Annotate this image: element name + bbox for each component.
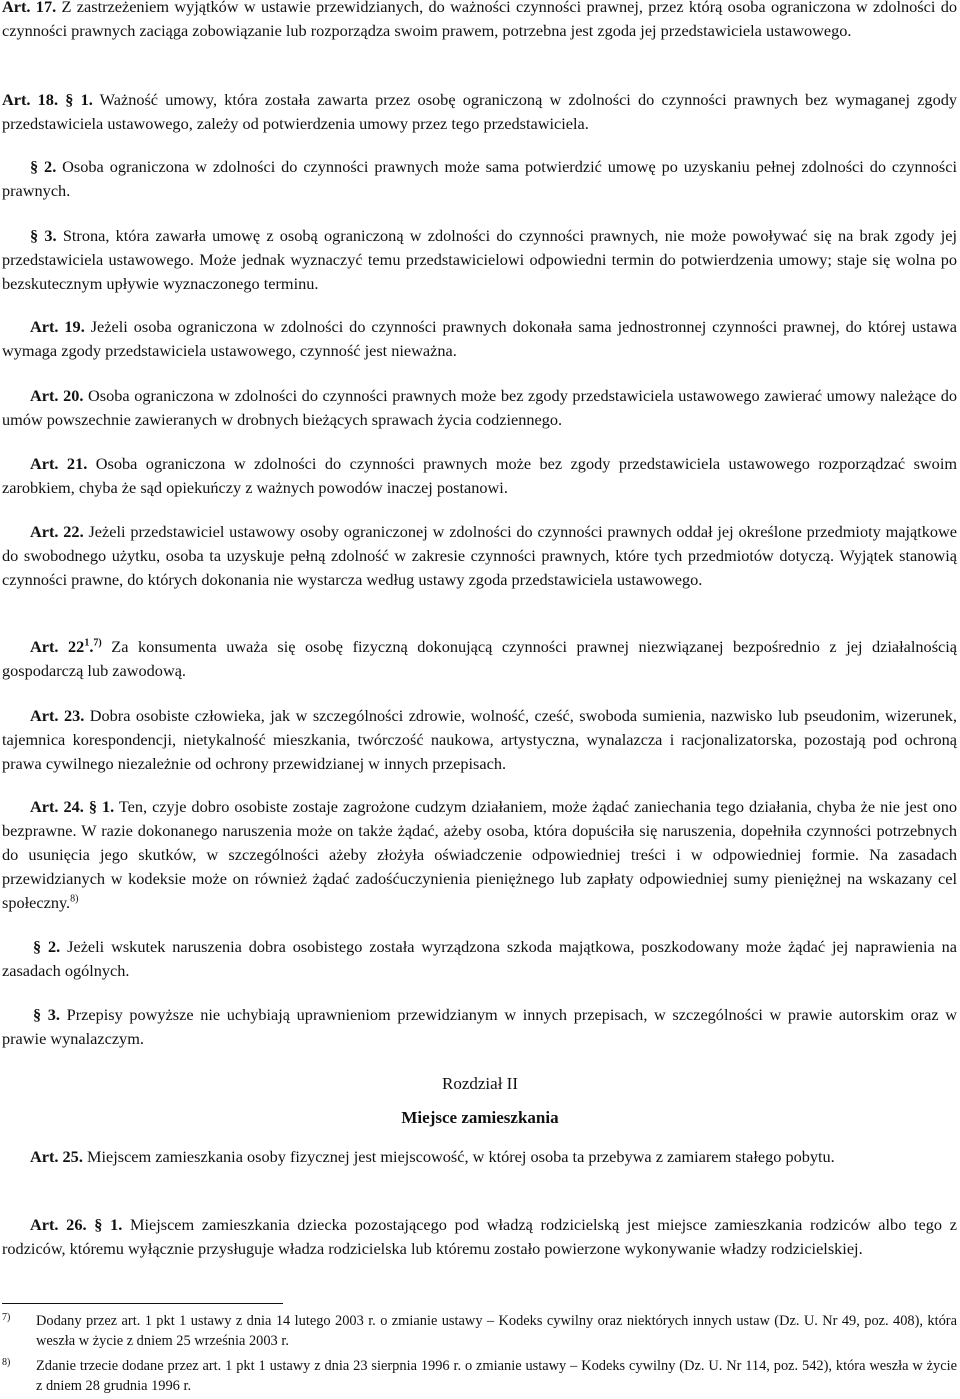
article-number: Art. 21. (30, 454, 88, 473)
paragraph-number: § 1. (65, 90, 93, 109)
art-23 (2, 704, 957, 776)
art-17 (2, 0, 957, 43)
article-number: Art. 18. (2, 90, 59, 109)
article-text: Osoba ograniczona w zdolności do czynności prawnych może sama potwierdzić umowę po uzyskaniu pełnej zdolności do czynności prawnych. (2, 157, 957, 200)
art-20 (2, 384, 957, 432)
article-superscript: 1 (84, 637, 90, 649)
article-text: Jeżeli osoba ograniczona w zdolności do czynności prawnych dokonała sama jednostronnej czynności prawnej, do której ustawa wymaga zgody przedstawiciela ustawowego, czynność jest nieważna. (2, 317, 958, 360)
footnote-mark: 8) (2, 1357, 11, 1368)
article-number: Art. 26. (30, 1215, 87, 1234)
art-24-par-1 (2, 795, 957, 915)
article-number: Art. 22. (30, 522, 84, 541)
paragraph-number: § 3. (30, 226, 57, 245)
footnote-text: Dodany przez art. 1 pkt 1 ustawy z dnia 14 lutego 2003 r. o zmianie ustawy – Kodeks cywilny oraz niektórych innych ustaw (Dz. U. Nr 49, poz. 408), która weszła w życie z dniem 25 września 2003 r. (36, 1313, 957, 1349)
article-text: Ważność umowy, która została zawarta przez osobę ograniczoną w zdolności do czynności prawnych bez wymaganej zgody przedstawiciela ustawowego, zależy od potwierdzenia umowy przez tego przedstawiciela. (2, 90, 957, 133)
article-text: Ten, czyje dobro osobiste zostaje zagrożone cudzym działaniem, może żądać zaniechania tego działania, chyba że nie jest ono bezprawne. W razie dokonanego naruszenia może on także żądać, ażeby osoba, która dopuściła się naruszenia, dopełniła czynności potrzebnych do usunięcia jego skutków, w szczególności ażeby złożyła oświadczenie odpowiedniej treści i w odpowiedniej formie. Na zasadach przewidzianych w kodeksie może on również żądać zadośćuczynienia pieniężnego lub zapłaty odpowiedniej sumy pieniężnej na wskazany cel społeczny. (2, 797, 957, 912)
footnote-mark: 7) (2, 1312, 11, 1323)
footnote-ref-8[interactable]: 8) (70, 893, 79, 905)
paragraph-number: § 2. (33, 937, 61, 956)
art-22-1 (2, 635, 957, 683)
article-text: Z zastrzeżeniem wyjątków w ustawie przewidzianych, do ważności czynności prawnej, przez którą osoba ograniczona w zdolności do czynności prawnych zaciąga zobowiązanie lub rozporządza swoim prawem, potrzebna jest zgoda jej przedstawiciela ustawowego. (2, 0, 957, 40)
art-26-par-1 (2, 1213, 957, 1261)
art-21 (2, 452, 957, 500)
art-25 (2, 1145, 957, 1169)
footnote-separator (2, 1303, 283, 1304)
art-19 (2, 315, 957, 363)
art-24-par-3 (2, 1003, 957, 1051)
article-number: Art. 20. (30, 386, 84, 405)
paragraph-number: § 2. (30, 157, 57, 176)
article-text: Jeżeli przedstawiciel ustawowy osoby ograniczonej w zdolności do czynności prawnych oddał jej określone przedmioty majątkowe do swobodnego użytku, osoba ta uzyskuje pełną zdolność w zakresie czynności prawnych, które tych przedmiotów dotyczą. Wyjątek stanowią czynności prawne, do których dokonania nie wystarcza według ustawy zgoda przedstawiciela ustawowego. (2, 522, 957, 589)
art-18-par-1 (2, 88, 957, 136)
article-text: Dobra osobiste człowieka, jak w szczególności zdrowie, wolność, cześć, swoboda sumienia, nazwisko lub pseudonim, wizerunek, tajemnica korespondencji, nietykalność mieszkania, twórczość naukowa, artystyczna, wynalazcza i racjonalizatorska, pozostają pod ochroną prawa cywilnego niezależnie od ochrony przewidzianej w innych przepisach. (2, 706, 957, 773)
article-number: Art. 24. (30, 797, 84, 816)
art-22 (2, 520, 957, 592)
article-number: Art. 23. (30, 706, 85, 725)
chapter-title: Miejsce zamieszkania (401, 1108, 559, 1127)
article-number: Art. 19. (30, 317, 85, 336)
article-text: Osoba ograniczona w zdolności do czynności prawnych może bez zgody przedstawiciela ustawowego zawierać umowy należące do umów powszechnie zawieranych w drobnych bieżących sprawach życia codziennego. (2, 386, 957, 429)
footnote-8 (2, 1356, 957, 1396)
article-text: Miejscem zamieszkania dziecka pozostającego pod władzą rodzicielską jest miejsce zamieszkania rodziców albo tego z rodziców, któremu wyłącznie przysługuje władza rodzicielska lub któremu zostało powierzone wykonywanie władzy rodzicielskiej. (2, 1215, 957, 1258)
footnote-ref-7[interactable]: 7) (93, 637, 102, 649)
footnote-text: Zdanie trzecie dodane przez art. 1 pkt 1 ustawy z dnia 23 sierpnia 1996 r. o zmianie ustawy – Kodeks cywilny (Dz. U. Nr 114, poz. 542), która weszła w życie z dniem 28 grudnia 1996 r. (36, 1358, 957, 1394)
footnote-7 (2, 1311, 957, 1351)
article-number: Art. 25. (30, 1147, 83, 1166)
article-text: Za konsumenta uważa się osobę fizyczną dokonującą czynności prawnej niezwiązanej bezpośrednio z jej działalnością gospodarczą lub zawodową. (2, 637, 958, 680)
paragraph-number: § 1. (94, 1215, 123, 1234)
article-number: Art. 17. (2, 0, 57, 16)
chapter-label: Rozdział II (442, 1074, 518, 1093)
article-text: Strona, która zawarła umowę z osobą ograniczoną w zdolności do czynności prawnych, nie może powoływać się na brak zgody jej przedstawiciela ustawowego. Może jednak wyznaczyć temu przedstawicielowi odpowiedni termin do potwierdzenia umowy; staje się wolna po bezskutecznym upływie wyznaczonego terminu. (2, 226, 957, 293)
art-18-par-2 (2, 155, 957, 203)
article-text: Miejscem zamieszkania osoby fizycznej jest miejscowość, w której osoba ta przebywa z zamiarem stałego pobytu. (82, 1147, 835, 1166)
paragraph-number: § 1. (88, 797, 115, 816)
art-18-par-3 (2, 224, 957, 296)
article-text: Osoba ograniczona w zdolności do czynności prawnych może bez zgody przedstawiciela ustawowego rozporządzać swoim zarobkiem, chyba że sąd opiekuńczy z ważnych powodów inaczej postanowi. (2, 454, 958, 497)
paragraph-number: § 3. (33, 1005, 60, 1024)
art-24-par-2 (2, 935, 957, 983)
article-text: Jeżeli wskutek naruszenia dobra osobistego została wyrządzona szkoda majątkowa, poszkodowany może żądać jej naprawienia na zasadach ogólnych. (2, 937, 957, 980)
article-text: Przepisy powyższe nie uchybiają uprawnieniom przewidzianym w innych przepisach, w szczególności w prawie autorskim oraz w prawie wynalazczym. (2, 1005, 958, 1048)
article-number: Art. $22^1.^{7)}$ (30, 637, 102, 656)
